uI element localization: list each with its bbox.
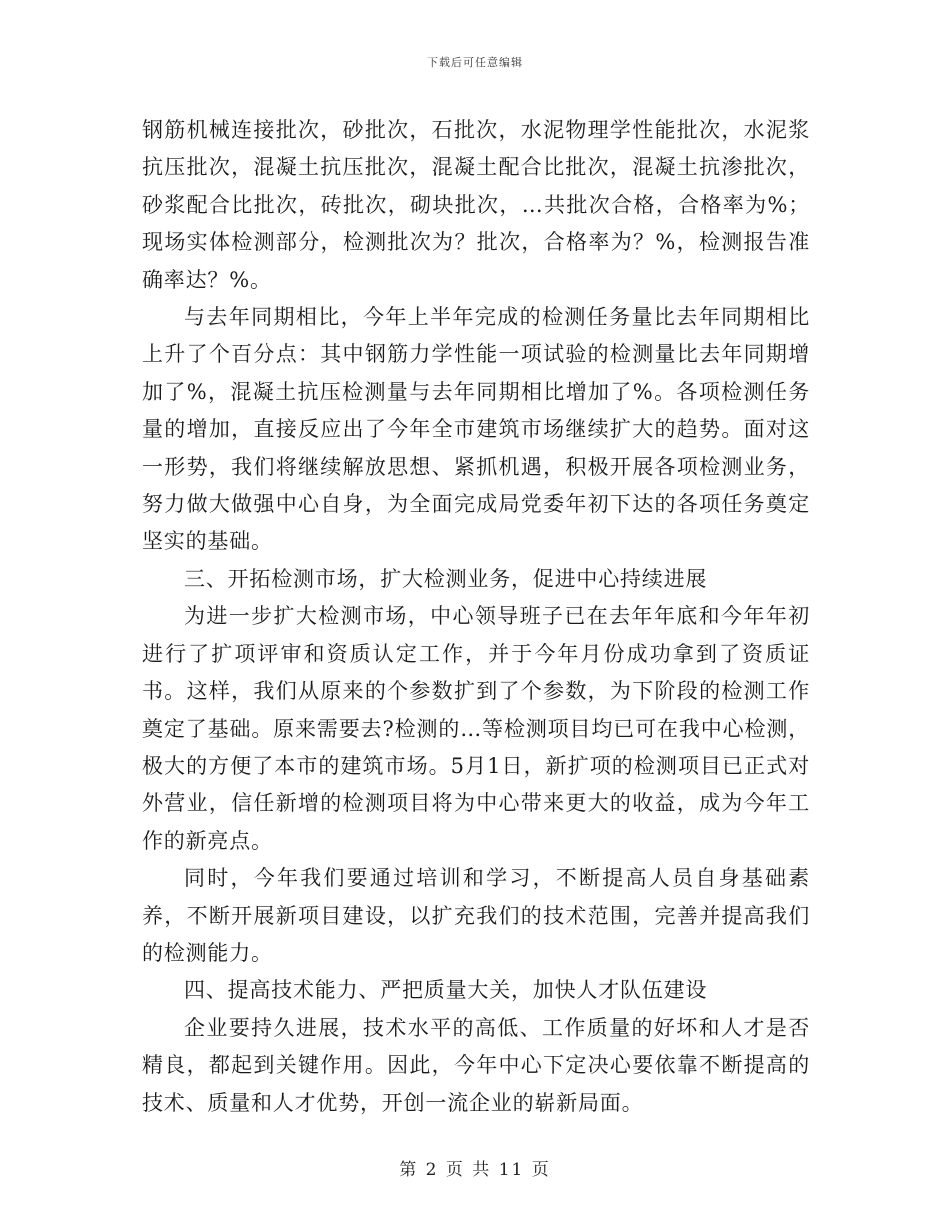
paragraph-enterprise: 企业要持久进展，技术水平的高低、工作质量的好坏和人才是否精良，都起到关键作用。因此，今年中心下定决心要依靠不断提高的技术、质量和人才优势，开创一流企业的崭新局面。 — [142, 1015, 810, 1115]
page-number-footer: 第 2 页 共 11 页 — [399, 1160, 551, 1180]
section-heading-4: 四、提高技术能力、严把质量大关，加快人才队伍建设 — [184, 978, 708, 1003]
paragraph-comparison: 与去年同期相比，今年上半年完成的检测任务量比去年同期相比上升了个百分点：其中钢筋力学性能一项试验的检测量比去年同期增加了%，混凝土抗压检测量与去年同期相比增加了%。各项检测任务量的增加，直接反应出了今年全市建筑市场继续扩大的趋势。面对这一形势，我们将继续解放思想、紧抓机遇，积极开展各项检测业务，努力做大做强中心自身，为全面完成局党委年初下达的各项任务奠定坚实的基础。 — [142, 305, 810, 554]
paragraph-continuation: 钢筋机械连接批次，砂批次，石批次，水泥物理学性能批次，水泥浆抗压批次，混凝土抗压批次，混凝土配合比批次，混凝土抗渗批次，砂浆配合比批次，砖批次，砌块批次，…共批次合格，合格率为%；现场实体检测部分，检测批次为？批次，合格率为？%，检测报告准确率达？%。 — [142, 118, 810, 292]
paragraph-training: 同时，今年我们要通过培训和学习，不断提高人员自身基础素养，不断开展新项目建设，以扩充我们的技术范围，完善并提高我们的检测能力。 — [142, 866, 810, 965]
section-heading-3: 三、开拓检测市场，扩大检测业务，促进中心持续进展 — [184, 566, 708, 591]
paragraph-market-expansion: 为进一步扩大检测市场，中心领导班子已在去年年底和今年年初进行了扩项评审和资质认定工作，并于今年月份成功拿到了资质证书。这样，我们从原来的个参数扩到了个参数，为下阶段的检测工作奠定了基础。原来需要去?检测的…等检测项目均已可在我中心检测，极大的方便了本市的建筑市场。5月1日，新扩项的检测项目已正式对外营业，信任新增的检测项目将为中心带来更大的收益，成为今年工作的新亮点。 — [142, 604, 810, 853]
document-body — [142, 112, 810, 1122]
page-header: 下载后可任意编辑 — [427, 56, 523, 69]
